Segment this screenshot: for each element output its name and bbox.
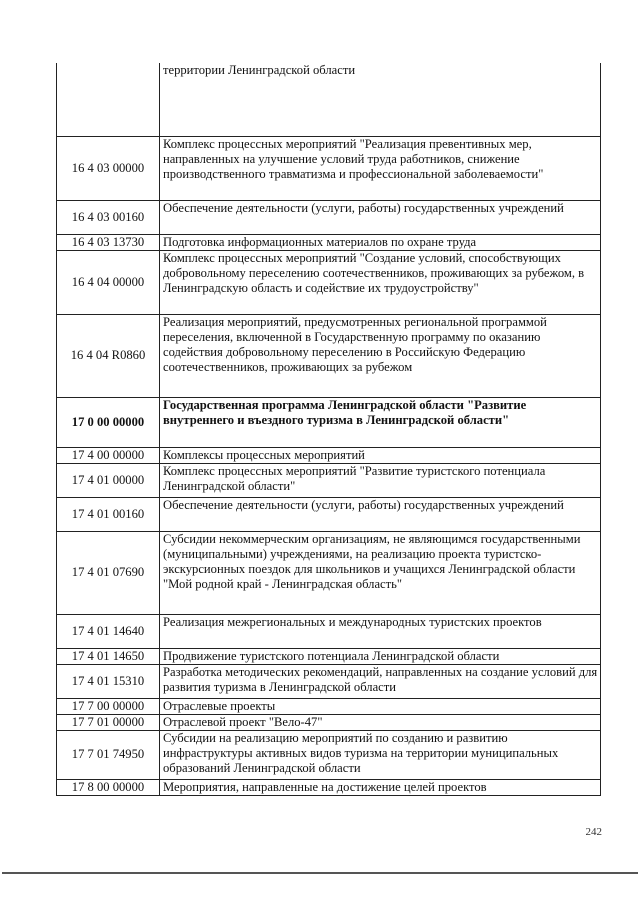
row-code: 17 4 01 14650 xyxy=(57,648,160,664)
row-description: территории Ленинградской области xyxy=(160,63,601,136)
row-description: Комплекс процессных мероприятий "Реализация превентивных мер, направленных на улучшение условий труда работников, снижение производственного травматизма и профессиональной заболеваемости" xyxy=(160,136,601,200)
table-row xyxy=(57,648,601,664)
row-description: Обеспечение деятельности (услуги, работы) государственных учреждений xyxy=(160,497,601,531)
row-code: 17 7 00 00000 xyxy=(57,698,160,714)
table-row xyxy=(57,447,601,463)
row-description: Разработка методических рекомендаций, направленных на создание условий для развития туризма в Ленинградской области xyxy=(160,664,601,698)
table-row-program-header xyxy=(57,397,601,447)
row-description: Обеспечение деятельности (услуги, работы) государственных учреждений xyxy=(160,200,601,234)
row-description: Государственная программа Ленинградской области "Развитие внутреннего и въездного туризма в Ленинградской области" xyxy=(160,397,601,447)
table-row xyxy=(57,497,601,531)
row-code: 17 4 01 07690 xyxy=(57,531,160,614)
row-code: 16 4 03 13730 xyxy=(57,234,160,250)
row-description: Отраслевой проект "Вело-47" xyxy=(160,714,601,730)
table-row xyxy=(57,698,601,714)
table-row xyxy=(57,614,601,648)
row-description: Субсидии на реализацию мероприятий по созданию и развитию инфраструктуры активных видов туризма на территории муниципальных образований Ленинградской области xyxy=(160,730,601,779)
row-code: 16 4 03 00160 xyxy=(57,200,160,234)
row-code: 17 4 01 14640 xyxy=(57,614,160,648)
table-row xyxy=(57,250,601,314)
table-row xyxy=(57,531,601,614)
row-description: Подготовка информационных материалов по охране труда xyxy=(160,234,601,250)
row-description: Комплекс процессных мероприятий "Развитие туристского потенциала Ленинградской области" xyxy=(160,463,601,497)
table-row xyxy=(57,234,601,250)
row-code: 17 4 01 15310 xyxy=(57,664,160,698)
row-code: 17 4 01 00160 xyxy=(57,497,160,531)
row-description: Комплекс процессных мероприятий "Создание условий, способствующих добровольному переселению соотечественников, проживающих за рубежом, в Ленинградскую область и содействие их трудоустройству" xyxy=(160,250,601,314)
row-code: 17 4 01 00000 xyxy=(57,463,160,497)
table-row xyxy=(57,136,601,200)
table-row xyxy=(57,63,601,136)
row-code: 17 7 01 00000 xyxy=(57,714,160,730)
row-code: 17 8 00 00000 xyxy=(57,779,160,795)
table-row xyxy=(57,200,601,234)
row-code xyxy=(57,63,160,136)
row-description: Реализация мероприятий, предусмотренных региональной программой переселения, включенной в Государственную программу по оказанию содействия добровольному переселению в Российскую Федерацию соотечественников, проживающих за рубежом xyxy=(160,314,601,397)
table-row xyxy=(57,730,601,779)
row-code: 16 4 04 R0860 xyxy=(57,314,160,397)
page-bottom-divider xyxy=(2,872,638,874)
table-row xyxy=(57,664,601,698)
row-description: Мероприятия, направленные на достижение целей проектов xyxy=(160,779,601,795)
table-row xyxy=(57,779,601,795)
table-row xyxy=(57,314,601,397)
row-description: Субсидии некоммерческим организациям, не являющимся государственными (муниципальными) учреждениями, на реализацию проекта туристско-экскурсионных поездок для школьников и учащихся Ленинградской области "Мой родной край - Ленинградская область" xyxy=(160,531,601,614)
row-code: 17 0 00 00000 xyxy=(57,397,160,447)
table-row xyxy=(57,463,601,497)
row-code: 17 4 00 00000 xyxy=(57,447,160,463)
row-code: 17 7 01 74950 xyxy=(57,730,160,779)
row-description: Реализация межрегиональных и международных туристских проектов xyxy=(160,614,601,648)
row-code: 16 4 04 00000 xyxy=(57,250,160,314)
table-row xyxy=(57,714,601,730)
row-description: Продвижение туристского потенциала Ленинградской области xyxy=(160,648,601,664)
row-code: 16 4 03 00000 xyxy=(57,136,160,200)
budget-classification-table xyxy=(56,63,601,796)
row-description: Комплексы процессных мероприятий xyxy=(160,447,601,463)
row-description: Отраслевые проекты xyxy=(160,698,601,714)
page-number: 242 xyxy=(585,826,602,838)
